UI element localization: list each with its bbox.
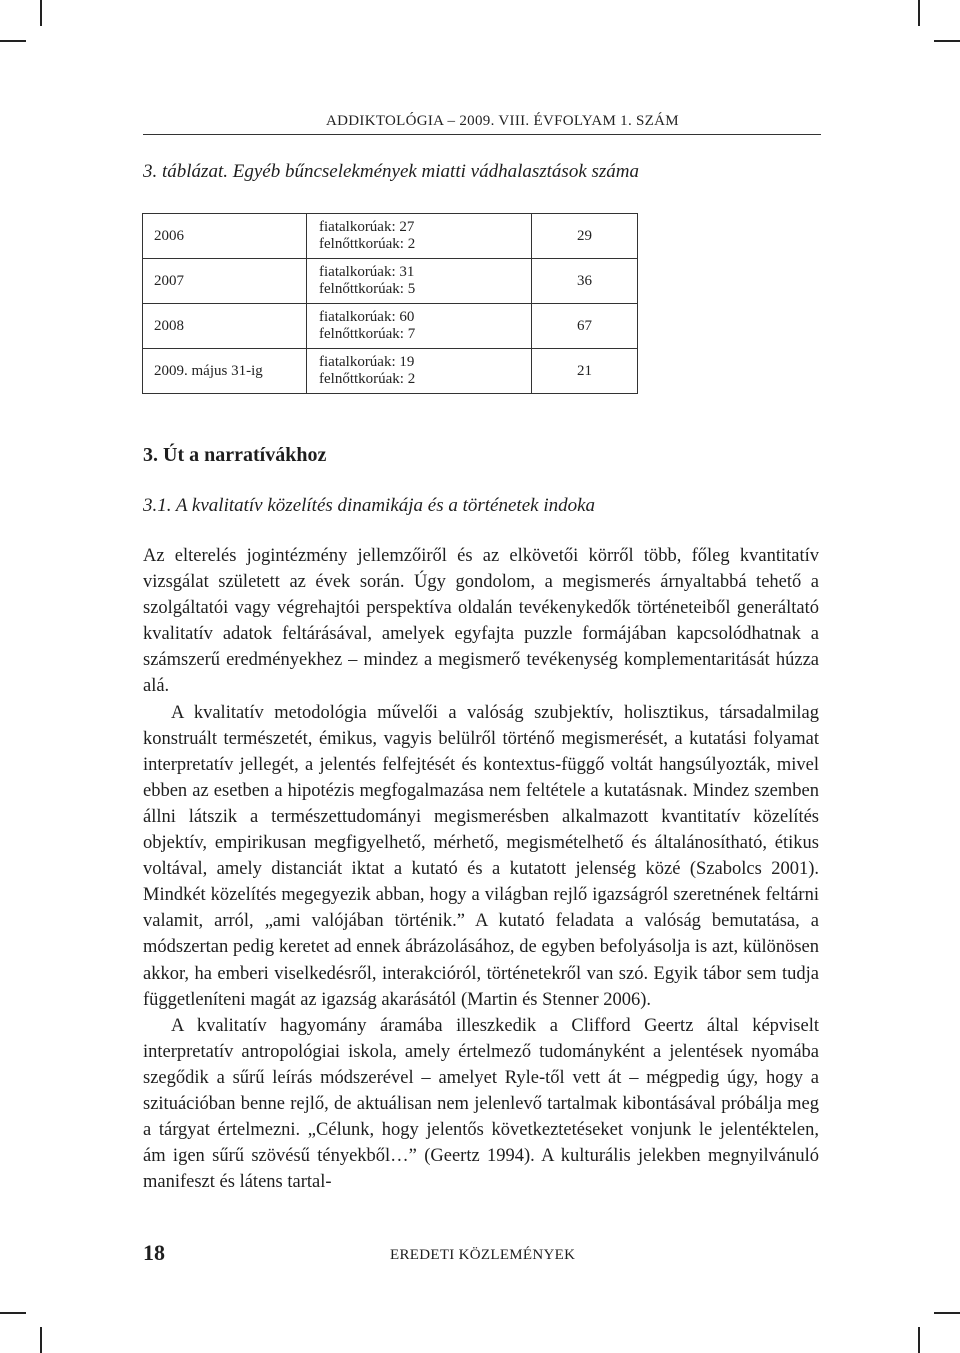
paragraph: A kvalitatív metodológia művelői a valóság szubjektív, holisztikus, társadalmilag konstruált természetét, émikus, vagyis belülről történő megismerését, a kutatási folyamat interpretatív jellegét, a jelentés felfejtését és kontextus-függő voltát hangsúlyozták, mivel ebben az esetben a hipotézis megfogalmazása nem feltétele a kutatásnak. Mindez szemben állni látszik a természettudományi megismerésben alkalmazott kvantitatív közelítés objektív, empirikusan megfigyelhető, mérhető, megismételhető és általánosítható, étikus voltával, amely distanciát iktat a kutató és a kutatott jelenség közé (Szabolcs 2001). Mindkét közelítés megegyezik abban, hogy a világban rejlő igazságról szeretnének feltárni valamit, arról, „ami valójában történik.” A kutató feladata a valóság bemutatása, a módszertan pedig keretet ad ennek ábrázolásához, de egyben befolyásolja is azt, különösen akkor, ha emberi viselkedésről, interakcióról, történetekről van szó. Egyik tábor sem tudja függetleníteni magát az igazság akarásától (Martin és Stenner 2006). bbox=[143, 702, 819, 1010]
adult-count: felnőttkorúak: 2 bbox=[319, 236, 416, 252]
page-number: 18 bbox=[143, 1240, 165, 1265]
section-heading: 3. Út a narratívákhoz bbox=[143, 444, 327, 466]
crop-mark-top-right bbox=[918, 0, 920, 26]
crop-mark-bottom-right-h bbox=[934, 1312, 960, 1314]
table-row bbox=[143, 304, 638, 349]
adult-count: felnőttkorúak: 5 bbox=[319, 281, 416, 297]
juvenile-count: fiatalkorúak: 19 bbox=[319, 354, 415, 370]
running-header: ADDIKTOLÓGIA – 2009. VIII. ÉVFOLYAM 1. SZÁM bbox=[326, 113, 679, 129]
crop-mark-top-left bbox=[40, 0, 42, 26]
crop-mark-top-left-h bbox=[0, 40, 26, 42]
total-cell: 29 bbox=[532, 214, 638, 259]
paragraph: Az elterelés jogintézmény jellemzőiről és az elkövetői körről több, főleg kvantitatív vizsgálat született az évek során. Úgy gondolom, a megismerés árnyaltabbá tehető a szolgáltatói vagy végrehajtói perspektíva oldalán tevékenykedők történeteiből generáltató kvalitatív adatok feltárásával, amelyek egyfajta puzzle formájában kapcsolódhatnak a számszerű eredményekhez – mindez a megismerő tevékenység komplementaritását húzza alá. bbox=[143, 546, 819, 697]
year-cell: 2006 bbox=[143, 214, 307, 259]
body-text bbox=[143, 543, 819, 1195]
crop-mark-bottom-right bbox=[918, 1327, 920, 1353]
juvenile-count: fiatalkorúak: 31 bbox=[319, 264, 415, 280]
juvenile-count: fiatalkorúak: 60 bbox=[319, 309, 415, 325]
total-cell: 36 bbox=[532, 259, 638, 304]
total-cell: 67 bbox=[532, 304, 638, 349]
detail-cell bbox=[307, 259, 532, 304]
adult-count: felnőttkorúak: 7 bbox=[319, 326, 416, 342]
detail-cell bbox=[307, 214, 532, 259]
crop-mark-bottom-left-h bbox=[0, 1312, 26, 1314]
juvenile-count: fiatalkorúak: 27 bbox=[319, 219, 415, 235]
deferral-table bbox=[142, 213, 638, 394]
paragraph: A kvalitatív hagyomány áramába illeszkedik a Clifford Geertz által képviselt interpretatív antropológiai iskola, amely értelmező tudományként a jelentések nyomába szegődik a sűrű leírás módszerével – amelyet Ryle-től vett át – mégpedig úgy, hogy a szituációban benne rejlő, de aktuálisan nem jelenlevő tartalmak kibontásával próbálja meg a tárgyat értelmezni. „Célunk, hogy jelentős következtetéseket vonjunk le jelentéktelen, ám igen sűrű szövésű tényekből…” (Geertz 1994). A kulturális jelekben megnyilvánuló manifeszt és látens tartal- bbox=[143, 1015, 819, 1193]
footer-section-label: EREDETI KÖZLEMÉNYEK bbox=[390, 1247, 576, 1263]
table-row bbox=[143, 349, 638, 394]
detail-cell bbox=[307, 349, 532, 394]
total-cell: 21 bbox=[532, 349, 638, 394]
crop-mark-top-right-h bbox=[934, 40, 960, 42]
year-cell: 2008 bbox=[143, 304, 307, 349]
crop-mark-bottom-left bbox=[40, 1327, 42, 1353]
year-cell: 2009. május 31-ig bbox=[143, 349, 307, 394]
header-rule bbox=[143, 134, 821, 135]
table-caption: 3. táblázat. Egyéb bűncselekmények miatti vádhalasztások száma bbox=[143, 161, 640, 182]
table-row bbox=[143, 259, 638, 304]
subsection-heading: 3.1. A kvalitatív közelítés dinamikája és a történetek indoka bbox=[143, 495, 596, 516]
adult-count: felnőttkorúak: 2 bbox=[319, 371, 416, 387]
detail-cell bbox=[307, 304, 532, 349]
year-cell: 2007 bbox=[143, 259, 307, 304]
table-row bbox=[143, 214, 638, 259]
